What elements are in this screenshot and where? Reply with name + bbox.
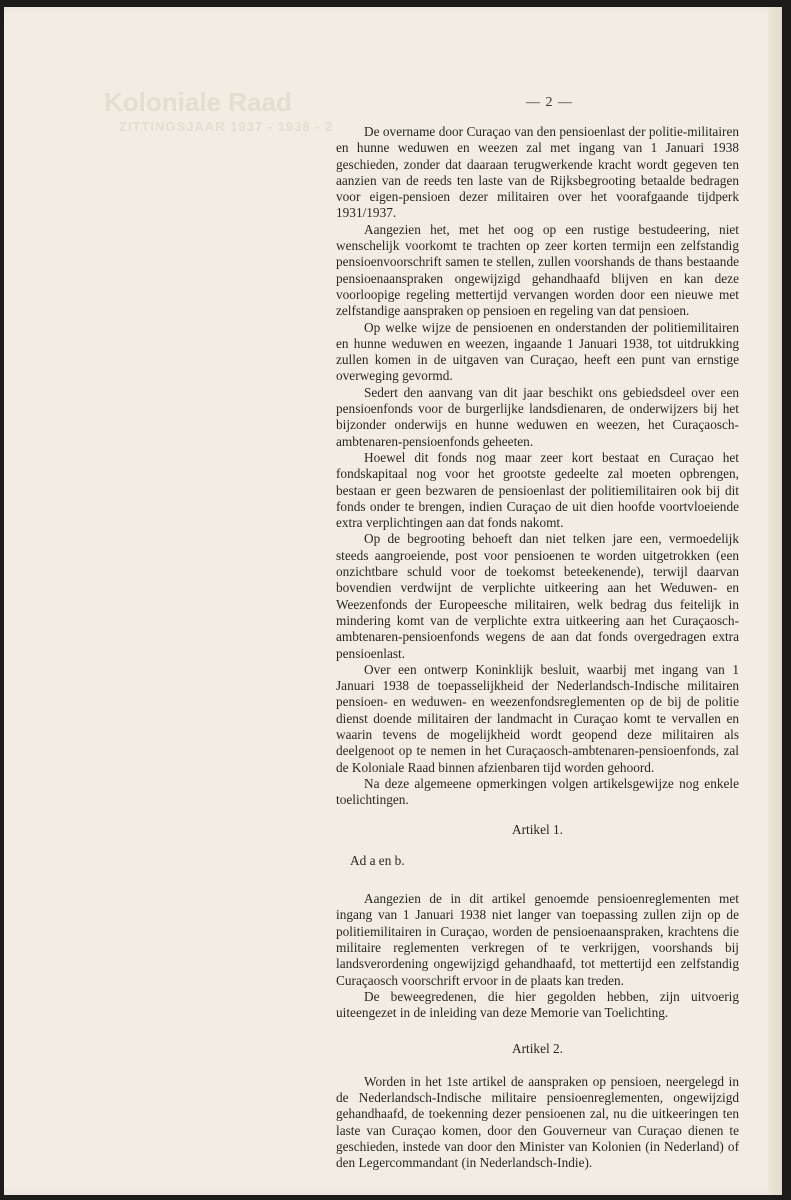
body-text [336,124,739,1172]
ghost-header-subtitle: ZITTINGSJAAR 1937 - 1938 - 2 [119,119,334,134]
paragraph: Hoewel dit fonds nog maar zeer kort bestaat en Curaçao het fondskapitaal nog voor het grootste gedeelte zal moeten opbrengen, bestaan er geen bezwaren de pensioenlast der politiemilitairen ook bij dit fonds onder te brengen, indien Curaçao de uit dien hoofde voortvloeiende extra verplichtingen aan dat fonds nakomt. [336,449,739,531]
article-1-subheading: Ad a en b. [350,852,405,868]
paragraph: Aangezien de in dit artikel genoemde pensioenreglementen met ingang van 1 Januari 1938 niet langer van toepassing zullen zijn op de politiemilitairen in Curaçao, worden de pensioenaanspraken, krachtens die militaire reglementen verkregen of te verkrijgen, voorshands bij landsverordening ongewijzigd gehandhaafd, tot mettertijd een zelfstandig Curaçaosch voorschrift ervoor in de plaats kan treden. [336,891,739,988]
document-page [4,7,782,1195]
paragraph: Op welke wijze de pensioenen en onderstanden der politiemilitairen en hunne weduwen en weezen, ingaande 1 Januari 1938, tot uitdrukking zullen komen in de uitgaven van Curaçao, heeft een punt van ernstige overweging gevormd. [336,319,739,384]
paragraph: Op de begrooting behoeft dan niet telken jare een, vermoedelijk steeds aangroeiende, post voor pensioenen te worden uitgetrokken (een onzichtbare schuld voor de toekomst beteekenende), terwijl daarvan bovendien verdwijnt de verplichte uitkeering aan het Weduwen- en Weezenfonds der Europeesche militairen, welk bedrag dus feitelijk in mindering komt van de verplichte extra uitkeering aan het Curaçaosch-ambtenaren-pensioenfonds wegens de aan dat fonds overgedragen extra pensioenlast. [336,531,739,661]
article-1-heading: Artikel 1. [512,822,563,838]
paragraph: Sedert den aanvang van dit jaar beschikt ons gebiedsdeel over een pensioenfonds voor de burgerlijke landsdienaren, de onderwijzers bij het bijzonder onderwijs en hunne weduwen en weezen, het Curaçaosch-ambtenaren-pensioenfonds geheeten. [336,384,739,449]
paragraph: Aangezien het, met het oog op een rustige bestudeering, niet wenschelijk voorkomt te trachten op zeer korten termijn een zelfstandig pensioenvoorschrift samen te stellen, zullen voorshands de thans bestaande pensioenaanspraken ongewijzigd gehandhaafd blijven en kan deze voorloopige regeling mettertijd vervangen worden door een nieuwe met zelfstandige aanspraken op pensioen en regeling van dat pensioen. [336,221,739,319]
paragraph: Na deze algemeene opmerkingen volgen artikelsgewijze nog enkele toelichtingen. [336,775,739,808]
article-2-heading: Artikel 2. [512,1041,563,1057]
paragraph: De overname door Curaçao van den pensioenlast der politie-militairen en hunne weduwen en weezen zal met ingang van 1 Januari 1938 geschieden, zonder dat daaraan terugwerkende kracht wordt gegeven ten aanzien van de reeds ten laste van de Rijksbegrooting betaalde bedragen voor eigen-pensioen dezer militairen over het voorafgaande tijdperk 1931/1937. [336,124,739,221]
ghost-header-title: Koloniale Raad [104,87,292,117]
paragraph: Over een ontwerp Koninklijk besluit, waarbij met ingang van 1 Januari 1938 de toepasselijkheid der Nederlandsch-Indische militairen pensioen- en weduwen- en weezenfondsreglementen op de bij de politie dienst doende militairen der landmacht in Curaçao komt te vervallen en waarin tevens de mogelijkheid wordt geopend deze militairen als deelgenoot op te nemen in het Curaçaosch-ambtenaren-pensioenfonds, zal de Koloniale Raad binnen afzienbaren tijd worden gehoord. [336,661,739,775]
paragraph: Worden in het 1ste artikel de aanspraken op pensioen, neergelegd in de Nederlandsch-Indische militaire pensioenreglementen, ongewijzigd gehandhaafd, de toekenning dezer pensioenen zal, nu die uitkeeringen ten laste van Curaçao komen, door den Gouverneur van Curaçao dienen te geschieden, instede van door den Minister van Kolonien (in Nederland) of den Legercommandant (in Nederlandsch-Indie). [336,1073,739,1171]
page-edge [768,7,782,1195]
paragraph: De beweegredenen, die hier gegolden hebben, zijn uitvoerig uiteengezet in de inleiding van deze Memorie van Toelichting. [336,988,739,1021]
page-number: — 2 — [526,95,573,110]
